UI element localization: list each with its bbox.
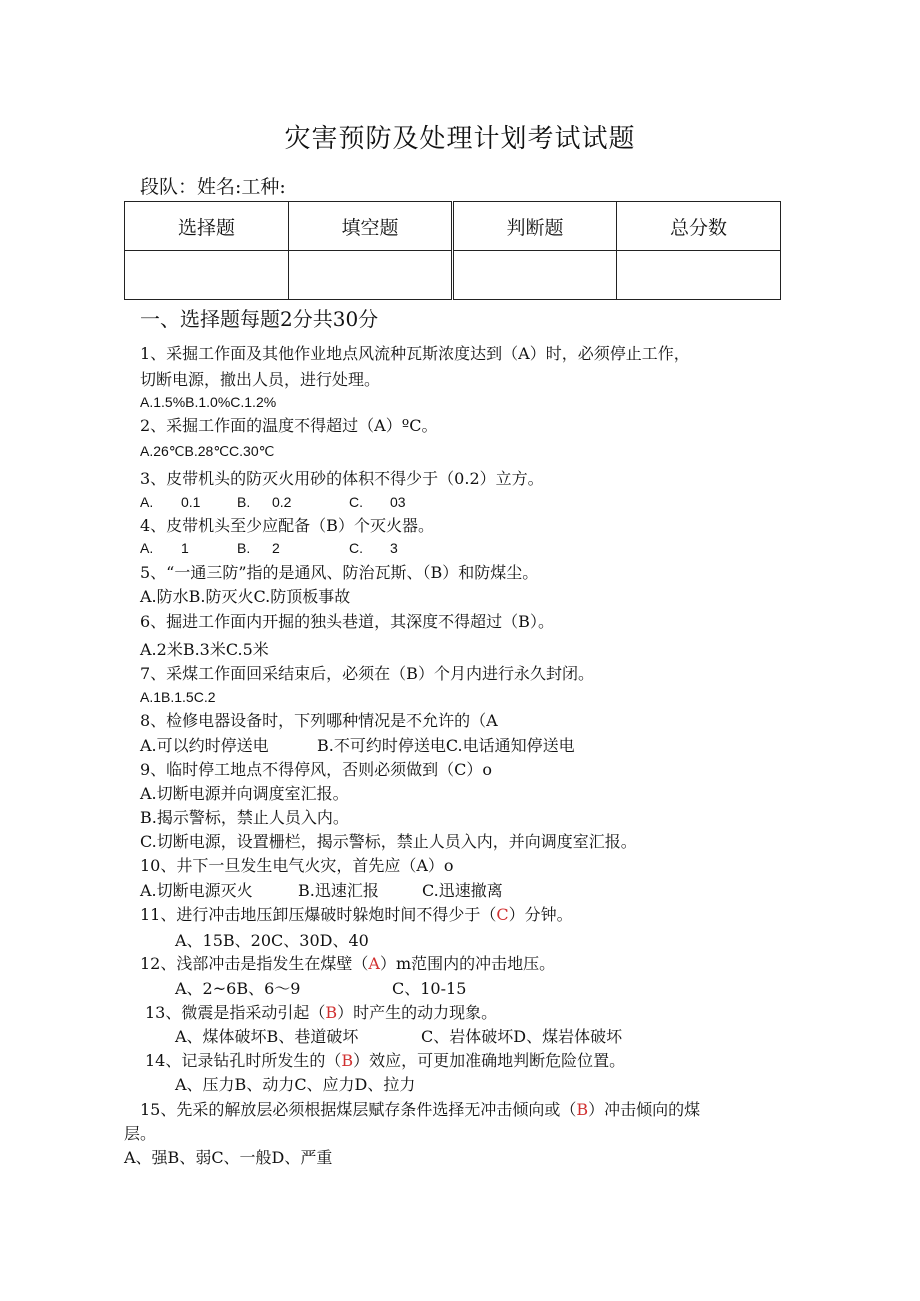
question-7-options: A.1B.1.5C.2 (140, 689, 216, 705)
question-2: 2、采掘工作面的温度不得超过（A）ºC。 (140, 416, 438, 435)
score-cell-total[interactable] (617, 251, 781, 300)
question-15 (140, 1097, 700, 1120)
question-8-opt-bc: B.不可约时停送电C.电话通知停送电 (317, 736, 575, 755)
question-7: 7、采煤工作面回采结束后，必须在（B）个月内进行永久封闭。 (140, 664, 594, 683)
question-11-text-pre: 11、进行冲击地压卸压爆破时躲炮时间不得少于（ (140, 905, 497, 924)
question-14 (145, 1048, 625, 1071)
question-4-opt-b: B. (237, 540, 251, 556)
question-4-opt-c: C. (349, 540, 363, 556)
question-10-opt-c: C.迅速撤离 (422, 881, 503, 900)
question-3: 3、皮带机头的防灭火用砂的体积不得少于（0.2）立方。 (140, 469, 544, 488)
header-fill: 填空题 (289, 202, 453, 251)
question-11-text-post: ）分钟。 (508, 905, 573, 924)
question-11 (140, 902, 573, 925)
score-cell-fill[interactable] (289, 251, 453, 300)
question-6: 6、掘进工作面内开掘的独头巷道，其深度不得超过（B）。 (140, 612, 554, 631)
question-12-opt-c: C、10-15 (392, 979, 467, 998)
question-9: 9、临时停工地点不得停风，否则必须做到（C）o (140, 760, 493, 779)
question-12 (140, 951, 555, 974)
question-4-opt-c-value: 3 (390, 540, 398, 556)
section-heading: 一、选择题每题2分共30分 (140, 307, 379, 331)
question-15-options: A、强B、弱C、一般D、严重 (124, 1148, 333, 1167)
question-13-answer: B (325, 1003, 338, 1022)
question-3-opt-c: C. (349, 494, 363, 510)
question-11-answer: C (496, 905, 509, 924)
question-3-opt-b-value: 0.2 (272, 494, 292, 510)
question-15-text-pre: 15、先采的解放层必须根据煤层赋存条件选择无冲击倾向或（ (140, 1100, 577, 1119)
question-1-cont: 切断电源，撤出人员，进行处理。 (140, 370, 381, 389)
question-14-text-post: ）效应，可更加准确地判断危险位置。 (353, 1051, 626, 1070)
question-9-opt-b: B.揭示警标，禁止人员入内。 (140, 808, 349, 827)
question-15-answer: B (576, 1100, 589, 1119)
question-13-text-pre: 13、微震是指采动引起（ (145, 1003, 326, 1022)
question-3-opt-c-value: 03 (390, 494, 406, 510)
header-choice: 选择题 (125, 202, 289, 251)
question-1: 1、采掘工作面及其他作业地点风流种瓦斯浓度达到（A）时，必须停止工作， (140, 344, 690, 363)
question-3-opt-a: A. (140, 494, 154, 510)
question-1-options: A.1.5%B.1.0%C.1.2% (140, 394, 277, 410)
question-5-options: A.防水B.防灭火C.防顶板事故 (140, 587, 351, 606)
question-14-text-pre: 14、记录钻孔时所发生的（ (145, 1051, 342, 1070)
question-10: 10、井下一旦发生电气火灾，首先应（A）o (140, 856, 454, 875)
question-3-opt-b: B. (237, 494, 251, 510)
question-5: 5、“一通三防”指的是通风、防治瓦斯、（B）和防煤尘。 (140, 563, 539, 582)
question-12-text-post: ）m范围内的冲击地压。 (379, 954, 556, 973)
question-4-opt-b-value: 2 (272, 540, 280, 556)
question-14-options: A、压力B、动力C、应力D、拉力 (175, 1075, 416, 1094)
question-4-opt-a: A. (140, 540, 154, 556)
question-2-options: A.26℃B.28℃C.30℃ (140, 443, 275, 459)
question-3-opt-a-value: 0.1 (181, 494, 201, 510)
info-line: 段队：姓名:工种: (140, 176, 286, 198)
question-12-opt-ab: A、2~6B、6～9 (175, 979, 301, 998)
header-total: 总分数 (617, 202, 781, 251)
question-14-answer: B (341, 1051, 354, 1070)
table-score-row (125, 251, 781, 300)
question-10-opt-b: B.迅速汇报 (298, 881, 379, 900)
score-table (124, 201, 781, 300)
question-13 (145, 1000, 497, 1023)
question-12-answer: A (368, 954, 380, 973)
question-11-options: A、15B、20C、30D、40 (175, 931, 369, 950)
question-13-text-post: ）时产生的动力现象。 (337, 1003, 498, 1022)
question-12-text-pre: 12、浅部冲击是指发生在煤壁（ (140, 954, 369, 973)
question-15-cont: 层。 (124, 1124, 157, 1143)
question-9-opt-a: A.切断电源并向调度室汇报。 (140, 784, 349, 803)
question-9-opt-c: C.切断电源，设置栅栏，揭示警标，禁止人员入内，并向调度室汇报。 (140, 832, 637, 851)
table-header-row (125, 202, 781, 251)
question-6-options: A.2米B.3米C.5米 (140, 640, 269, 659)
question-13-opt-cd: C、岩体破坏D、煤岩体破坏 (421, 1027, 623, 1046)
page-title: 灾害预防及处理计划考试试题 (284, 124, 636, 154)
question-4-opt-a-value: 1 (181, 540, 189, 556)
question-8-opt-a: A.可以约时停送电 (140, 736, 269, 755)
score-cell-choice[interactable] (125, 251, 289, 300)
score-cell-judge[interactable] (453, 251, 617, 300)
header-judge: 判断题 (453, 202, 617, 251)
question-13-opt-ab: A、煤体破坏B、巷道破坏 (175, 1027, 359, 1046)
question-10-opt-a: A.切断电源灭火 (140, 881, 253, 900)
question-4: 4、皮带机头至少应配备（B）个灭火器。 (140, 516, 434, 535)
question-8: 8、检修电器设备时，下列哪种情况是不允许的（A (140, 711, 498, 730)
question-15-text-post: ）冲击倾向的煤 (588, 1100, 701, 1119)
